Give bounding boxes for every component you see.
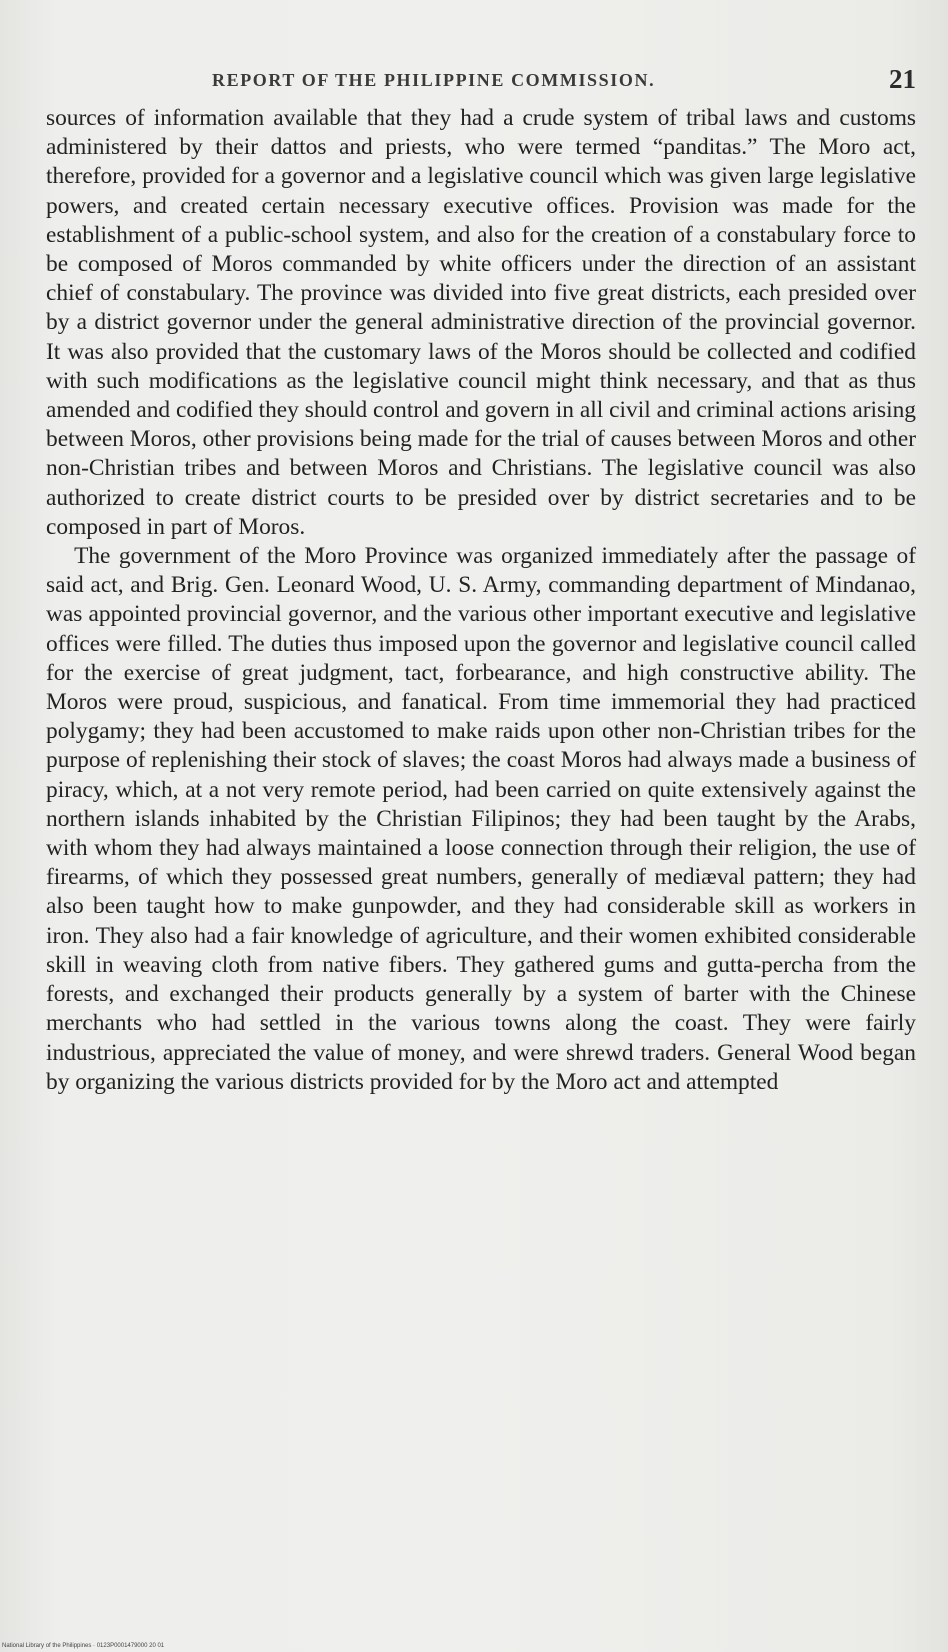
running-head: REPORT OF THE PHILIPPINE COMMISSION. [212,70,656,90]
page-number: 21 [889,64,916,94]
body-text [46,104,916,1097]
scan-footer: National Library of the Philippines · 0123P0001479000 20 01 [2,1643,165,1649]
paragraph-moro-government: The government of the Moro Province was organized immediately after the passage of said act, and Brig. Gen. Leonard Wood, U. S. Army, commanding department of Mindanao, was appointed provincial governor, and the various other important executive and legislative offices were filled. The duties thus imposed upon the governor and legislative council called for the exercise of great judgment, tact, forbearance, and high constructive ability. The Moros were proud, suspicious, and fanatical. From time immemorial they had practiced polygamy; they had been accustomed to make raids upon other non-Christian tribes for the purpose of replenishing their stock of slaves; the coast Moros had always made a business of piracy, which, at a not very remote period, had been carried on quite extensively against the northern islands inhabited by the Christian Filipinos; they had been taught by the Arabs, with whom they had always maintained a loose connection through their religion, the use of firearms, of which they possessed great numbers, generally of mediæval pattern; they had also been taught how to make gunpowder, and they had considerable skill as workers in iron. They also had a fair knowledge of agriculture, and their women exhibited considerable skill in weaving cloth from native fibers. They gathered gums and gutta-percha from the forests, and exchanged their products generally by a system of barter with the Chinese merchants who had settled in the various towns along the coast. They were fairly industrious, appreciated the value of money, and were shrewd traders. General Wood began by organizing the various districts provided for by the Moro act and attempted [46,543,916,1095]
paragraph-continuation: sources of information available that they had a crude system of tribal laws and customs administered by their dattos and priests, who were termed “panditas.” The Moro act, therefore, provided for a governor and a legislative council which was given large legislative powers, and created certain necessary executive offices. Provision was made for the establishment of a public-school system, and also for the creation of a constabulary force to be composed of Moros commanded by white officers under the direction of an assistant chief of constabulary. The province was divided into five great districts, each presided over by a district governor under the general administrative direction of the provincial governor. It was also provided that the customary laws of the Moros should be collected and codified with such modifications as the legislative council might think necessary, and that as thus amended and codified they should control and govern in all civil and criminal actions arising between Moros, other provisions being made for the trial of causes between Moros and other non-Christian tribes and between Moros and Christians. The legislative council was also authorized to create district courts to be presided over by district secretaries and to be composed in part of Moros. [46,105,916,540]
page-header [46,64,916,104]
